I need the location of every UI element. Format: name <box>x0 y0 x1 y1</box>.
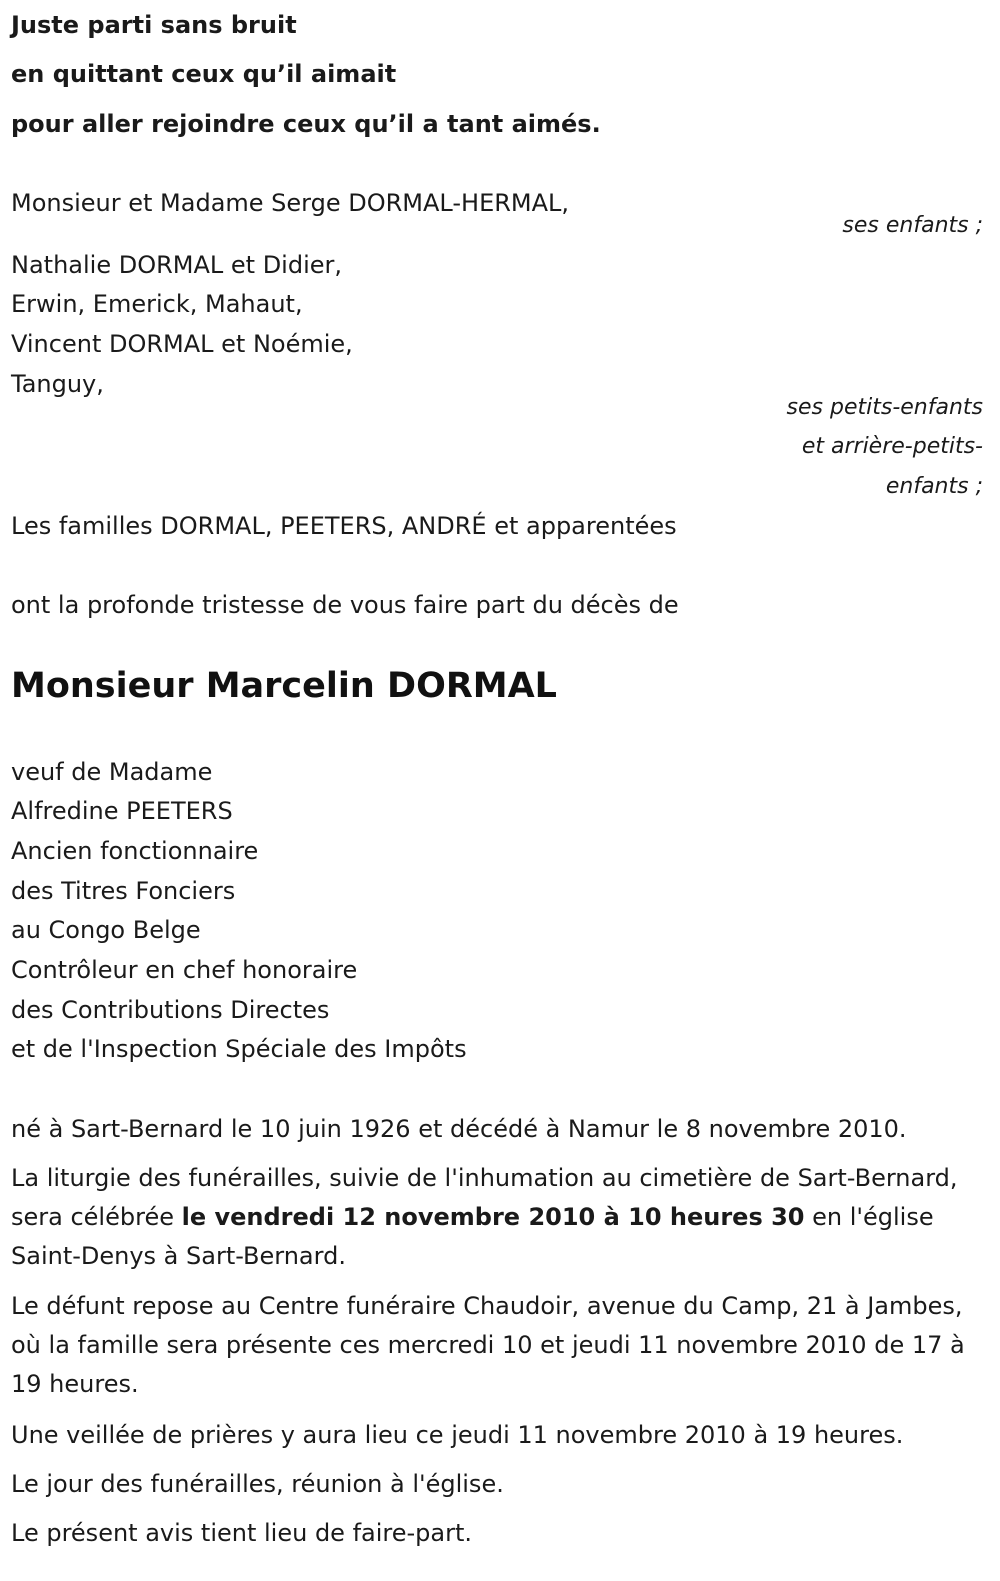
bio-line-3: Ancien fonctionnaire <box>11 837 259 865</box>
grandchild-line-1: Nathalie DORMAL et Didier, <box>11 251 343 279</box>
bio-line-7: des Contributions Directes <box>11 996 330 1024</box>
funeral-paragraph <box>11 1159 986 1276</box>
poem-line-1: Juste parti sans bruit <box>11 11 297 39</box>
bio-line-4: des Titres Fonciers <box>11 877 236 905</box>
birth-death-dates: né à Sart-Bernard le 10 juin 1926 et décédé à Namur le 8 novembre 2010. <box>11 1115 907 1143</box>
bio-line-2: Alfredine PEETERS <box>11 797 233 825</box>
children-names: Monsieur et Madame Serge DORMAL-HERMAL, <box>11 189 570 217</box>
grandchild-line-2: Erwin, Emerick, Mahaut, <box>11 290 303 318</box>
meeting-line: Le jour des funérailles, réunion à l'église. <box>11 1470 504 1498</box>
rest-paragraph: Le défunt repose au Centre funéraire Chaudoir, avenue du Camp, 21 à Jambes, où la famille sera présente ces mercredi 10 et jeudi 11 novembre 2010 de 17 à 19 heures. <box>11 1292 965 1398</box>
children-role: ses enfants ; <box>842 213 983 238</box>
poem-line-3: pour aller rejoindre ceux qu’il a tant aimés. <box>11 110 601 138</box>
grandchildren-role-2: et arrière-petits- <box>801 434 983 459</box>
notice-line: Le présent avis tient lieu de faire-part. <box>11 1519 473 1547</box>
families-line: Les familles DORMAL, PEETERS, ANDRÉ et apparentées <box>11 512 677 540</box>
grandchild-line-3: Vincent DORMAL et Noémie, <box>11 330 353 358</box>
poem-line-2: en quittant ceux qu’il aimait <box>11 60 397 88</box>
deceased-name: Monsieur Marcelin DORMAL <box>11 666 557 706</box>
announcement-line: ont la profonde tristesse de vous faire part du décès de <box>11 591 679 619</box>
grandchildren-role-3: enfants ; <box>885 474 983 499</box>
bio-line-5: au Congo Belge <box>11 916 201 944</box>
grandchildren-role-1: ses petits-enfants <box>786 395 983 420</box>
grandchild-line-4: Tanguy, <box>11 370 104 398</box>
funeral-text-before: La liturgie des funérailles, suivie de l'inhumation au cimetière de Sart-Bernard, sera célébrée <box>11 1164 958 1231</box>
bio-line-8: et de l'Inspection Spéciale des Impôts <box>11 1035 467 1063</box>
vigil-line: Une veillée de prières y aura lieu ce jeudi 11 novembre 2010 à 19 heures. <box>11 1421 904 1449</box>
funeral-text-after: en l'église Saint-Denys à Sart-Bernard. <box>11 1203 934 1270</box>
bio-line-6: Contrôleur en chef honoraire <box>11 956 358 984</box>
bio-line-1: veuf de Madame <box>11 758 213 786</box>
funeral-date-time: le vendredi 12 novembre 2010 à 10 heures 30 <box>181 1203 805 1231</box>
